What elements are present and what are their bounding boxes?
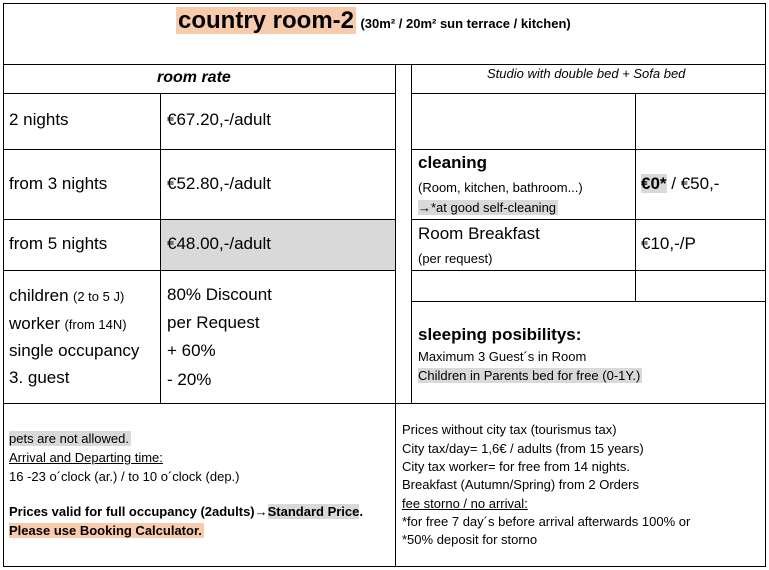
- storno-line2: *50% deposit for storno: [402, 532, 538, 547]
- footer-left-cell: [3, 403, 396, 567]
- cleaning-price: €0* / €50,-: [641, 174, 720, 193]
- arrow-icon: →: [254, 504, 268, 519]
- booking-calculator-note: Please use Booking Calculator.: [9, 523, 202, 538]
- title-sub: (30m² / 20m² sun terrace / kitchen): [360, 16, 571, 31]
- arrival-title: Arrival and Departing time:: [9, 450, 163, 465]
- breakfast-detail: (per request): [418, 251, 493, 266]
- special-worker: worker (from 14N): [9, 314, 127, 333]
- row-5n-label: from 5 nights: [9, 234, 108, 253]
- cleaning-title: cleaning: [418, 153, 487, 172]
- tax-line2: City tax/day= 1,6€ / adults (from 15 years): [402, 441, 644, 456]
- cleaning-price-free: €0*: [641, 174, 667, 193]
- empty-cell-d: [635, 270, 766, 302]
- page-title: [176, 7, 571, 35]
- breakfast-price: €10,-/P: [641, 234, 696, 253]
- cleaning-note: →*at good self-cleaning: [418, 200, 557, 215]
- rate-header: room rate: [157, 69, 231, 86]
- special-third-guest: 3. guest: [9, 368, 70, 387]
- prices-valid: Prices valid for full occupancy (2adults)→Standard Price.: [9, 504, 364, 519]
- empty-cell-c: [411, 270, 636, 302]
- cleaning-price-normal: €50,-: [680, 174, 720, 193]
- row-5n-price: €48.00,-/adult: [167, 234, 271, 253]
- sleeping-title: sleeping posibilitys:: [418, 325, 582, 344]
- title-main: country room-2: [178, 7, 355, 34]
- empty-cell-b: [635, 93, 766, 150]
- studio-header: Studio with double bed + Sofa bed: [487, 66, 686, 81]
- special-value-single: + 60%: [167, 341, 216, 360]
- empty-cell-a: [411, 93, 636, 150]
- row-3n-price: €52.80,-/adult: [167, 174, 271, 193]
- row-2n-label: 2 nights: [9, 110, 69, 129]
- tax-line1: Prices without city tax (tourismus tax): [402, 422, 617, 437]
- sleeping-line1: Maximum 3 Guest´s in Room: [418, 349, 587, 364]
- cleaning-detail: (Room, kitchen, bathroom...): [418, 180, 583, 195]
- special-value-worker: per Request: [167, 313, 260, 332]
- tax-line4: Breakfast (Autumn/Spring) from 2 Orders: [402, 477, 639, 492]
- pets-note: pets are not allowed.: [9, 431, 129, 446]
- breakfast-title: Room Breakfast: [418, 224, 540, 243]
- special-single: single occupancy: [9, 341, 140, 360]
- row-2n-price: €67.20,-/adult: [167, 110, 271, 129]
- sleeping-line2: Children in Parents bed for free (0-1Y.): [418, 368, 641, 383]
- standard-price: Standard Price: [267, 504, 360, 519]
- gap-cell: [395, 64, 412, 404]
- fee-storno-title: fee storno / no arrival:: [402, 496, 528, 511]
- arrival-times: 16 -23 o´clock (ar.) / to 10 o´clock (dep.): [9, 469, 240, 484]
- storno-line1: *for free 7 day´s before arrival afterwards 100% or: [402, 514, 691, 529]
- special-value-children: 80% Discount: [167, 285, 272, 304]
- special-children: children (2 to 5 J): [9, 286, 125, 305]
- tax-line3: City tax worker= for free from 14 nights.: [402, 459, 630, 474]
- row-3n-label: from 3 nights: [9, 174, 108, 193]
- special-value-third: - 20%: [167, 370, 212, 389]
